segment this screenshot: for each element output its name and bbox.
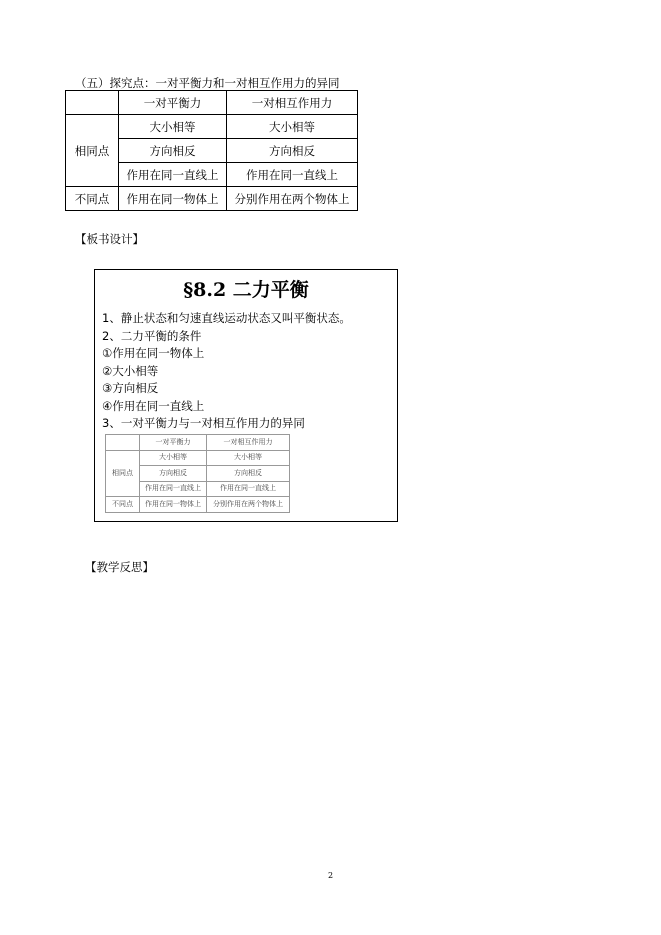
mini-cell: 作用在同一直线上: [207, 481, 290, 497]
board-line: 3、一对平衡力与一对相互作用力的异同: [102, 416, 305, 430]
diff-label-cell: 不同点: [66, 187, 119, 211]
mini-cell: 作用在同一物体上: [140, 497, 207, 513]
mini-row: [106, 497, 290, 513]
table-cell: 方向相反: [227, 139, 358, 163]
mini-cell: 大小相等: [207, 450, 290, 466]
mini-header-cell: 一对平衡力: [140, 435, 207, 451]
board-line: ③方向相反: [102, 381, 159, 395]
table-cell: 分别作用在两个物体上: [227, 187, 358, 211]
board-line: ①作用在同一物体上: [102, 346, 205, 360]
board-title: §8.2 二力平衡: [183, 279, 309, 301]
table-cell: 作用在同一物体上: [119, 187, 227, 211]
table-cell: 作用在同一直线上: [119, 163, 227, 187]
table-header-row: [66, 91, 358, 115]
section-title: （五）探究点：一对平衡力和一对相互作用力的异同: [75, 76, 340, 90]
page-number: 2: [327, 871, 334, 880]
board-lines: [102, 310, 351, 433]
comparison-table: [65, 90, 358, 211]
mini-cell: 方向相反: [140, 466, 207, 482]
table-header-cell: [66, 91, 119, 115]
mini-diff-label: 不同点: [106, 497, 140, 513]
board-design-heading: 【板书设计】: [75, 232, 144, 246]
table-cell: 作用在同一直线上: [227, 163, 358, 187]
teaching-reflection-heading: 【教学反思】: [85, 560, 154, 574]
mini-cell: 大小相等: [140, 450, 207, 466]
table-cell: 方向相反: [119, 139, 227, 163]
same-label-cell: 相同点: [66, 115, 119, 187]
board-line: ②大小相等: [102, 363, 159, 378]
mini-cell: 作用在同一直线上: [140, 481, 207, 497]
mini-row: [106, 450, 290, 466]
mini-same-label: 相同点: [106, 450, 140, 497]
table-row: [66, 115, 358, 139]
table-header-cell: 一对相互作用力: [227, 91, 358, 115]
mini-header-cell: 一对相互作用力: [207, 435, 290, 451]
mini-cell: 分别作用在两个物体上: [207, 497, 290, 513]
mini-header-cell: [106, 435, 140, 451]
board-design-image: [94, 269, 398, 522]
table-cell: 大小相等: [119, 115, 227, 139]
board-line: 2、二力平衡的条件: [102, 328, 202, 343]
board-line: ④作用在同一直线上: [102, 398, 205, 413]
board-line: 1、静止状态和匀速直线运动状态又叫平衡状态。: [102, 311, 351, 325]
table-row: [66, 187, 358, 211]
mini-cell: 方向相反: [207, 466, 290, 482]
mini-header-row: [106, 435, 290, 451]
table-cell: 大小相等: [227, 115, 358, 139]
table-header-cell: 一对平衡力: [119, 91, 227, 115]
board-mini-table: [105, 434, 290, 513]
